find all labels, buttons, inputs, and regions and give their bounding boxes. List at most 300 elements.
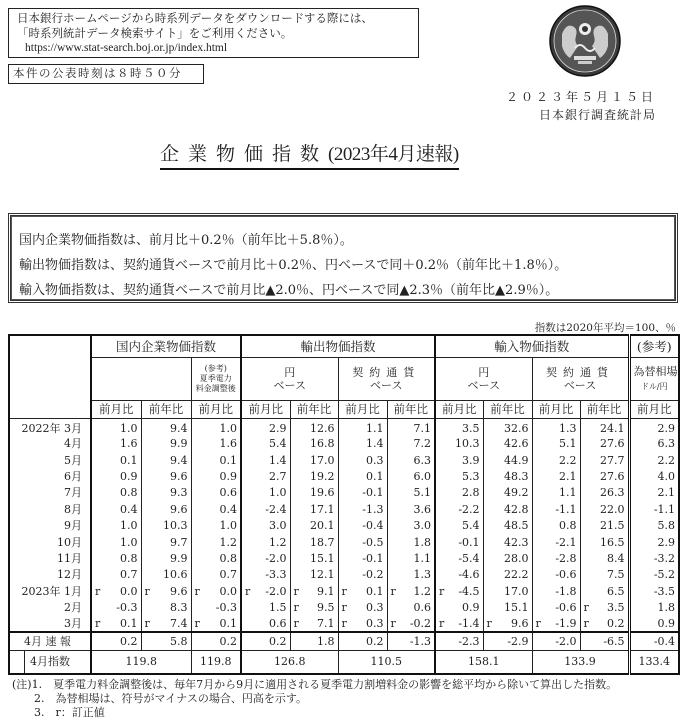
notice-line-2: 「時系列統計データ検索サイト」をご利用ください。 <box>17 26 293 40</box>
table-cell <box>141 616 191 632</box>
export-yen-base-label: ベース <box>273 378 306 392</box>
table-cell <box>580 485 629 501</box>
group-domestic: 国内企業物価指数 <box>91 335 241 357</box>
footnote-1: (注)1. 夏季電力料金調整後は、毎年7月から9月に適用される夏季電力割増料金の影響を総平均から除いて算出した指数。 <box>12 678 618 691</box>
table-row <box>9 583 679 599</box>
cell-value: 22.2 <box>504 568 529 582</box>
index-row-label: 4月指数 <box>9 650 91 674</box>
cell-value: 16.5 <box>600 535 625 549</box>
cell-value: -1.1 <box>555 502 577 516</box>
summer-adj-label-2: 夏季電力 <box>199 373 232 383</box>
table-cell <box>191 534 241 550</box>
cell-value: 1.2 <box>269 535 287 549</box>
table-cell <box>629 583 679 599</box>
row-label: 9月 <box>9 517 91 533</box>
cell-value: 9.6 <box>170 469 188 483</box>
table-cell <box>91 534 141 550</box>
cell-value: 1.1 <box>413 551 432 565</box>
column-header: 前年比 <box>387 400 435 418</box>
table-row <box>9 468 679 484</box>
table-cell <box>141 599 191 615</box>
table-cell <box>191 517 241 533</box>
table-cell <box>191 418 241 436</box>
flash-cell: 1.8 <box>290 632 338 650</box>
cell-value: 1.2 <box>413 584 432 598</box>
cell-value: 48.5 <box>504 519 529 533</box>
cell-value: -2.4 <box>265 502 287 516</box>
flash-cell: -2.0 <box>532 632 580 650</box>
export-contract-base-label: ベース <box>370 378 403 392</box>
cell-value: 1.0 <box>120 421 138 435</box>
table-cell <box>580 583 629 599</box>
cell-value: 0.9 <box>657 616 676 630</box>
table-cell <box>483 567 532 583</box>
revised-flag: r <box>583 601 589 615</box>
table-cell <box>532 485 580 501</box>
flash-cell: 0.2 <box>191 632 241 650</box>
index-import-contract: 133.9 <box>532 650 629 674</box>
cell-value: 0.1 <box>219 616 238 630</box>
revised-flag: r <box>390 616 396 630</box>
cell-value: 9.4 <box>170 453 188 467</box>
cell-value: 7.1 <box>413 421 432 435</box>
export-yen-label: 円 <box>284 365 296 379</box>
revised-flag: r <box>583 616 589 630</box>
cell-value: 16.8 <box>310 437 335 451</box>
cell-value: 5.1 <box>413 486 432 500</box>
table-cell <box>91 599 141 615</box>
cell-value: 1.6 <box>120 437 138 451</box>
cell-value: -1.1 <box>653 502 676 516</box>
table-cell <box>91 583 141 599</box>
table-cell <box>191 452 241 468</box>
cell-value: 5.4 <box>462 519 480 533</box>
table-cell <box>580 468 629 484</box>
cell-value: 6.3 <box>657 437 676 451</box>
footnotes <box>12 678 617 720</box>
row-label: 11月 <box>9 550 91 566</box>
table-cell <box>241 550 290 566</box>
table-cell <box>241 436 290 452</box>
cell-value: 22.0 <box>600 502 625 516</box>
table-cell <box>91 517 141 533</box>
cell-value: 2.1 <box>657 486 676 500</box>
cell-value: 9.4 <box>170 421 188 435</box>
row-label: 10月 <box>9 534 91 550</box>
cell-value: 1.1 <box>559 486 577 500</box>
row-label: 3月 <box>9 616 91 632</box>
page-title <box>160 142 459 170</box>
table-cell <box>435 550 483 566</box>
stat-search-link[interactable]: https://www.stat-search.boj.or.jp/index.html <box>25 42 228 54</box>
table-cell <box>532 468 580 484</box>
cell-value: 10.3 <box>163 519 188 533</box>
cell-value: 15.1 <box>310 551 335 565</box>
table-cell <box>191 583 241 599</box>
fx-label: 為替相場 <box>633 365 678 378</box>
subgroup-export-contract <box>338 357 435 400</box>
revised-flag: r <box>95 584 101 598</box>
column-header: 前月比 <box>629 400 679 418</box>
table-cell <box>290 567 338 583</box>
table-cell <box>91 436 141 452</box>
table-cell <box>141 436 191 452</box>
cell-value: 15.1 <box>504 601 529 615</box>
summary-box <box>8 213 678 303</box>
cell-value: 3.5 <box>607 601 625 615</box>
table-cell <box>290 452 338 468</box>
table-cell <box>191 616 241 632</box>
flash-estimate-row <box>9 632 679 650</box>
flash-cell: 5.8 <box>141 632 191 650</box>
group-reference: (参考) <box>629 335 679 357</box>
table-cell <box>580 534 629 550</box>
cell-value: 27.6 <box>600 469 625 483</box>
table-cell <box>338 534 387 550</box>
table-cell <box>290 501 338 517</box>
row-label: 7月 <box>9 485 91 501</box>
table-cell <box>629 418 679 436</box>
table-row <box>9 517 679 533</box>
cell-value: -3.5 <box>653 584 676 598</box>
table-cell <box>580 418 629 436</box>
cell-value: 8.3 <box>170 601 188 615</box>
cell-value: 1.3 <box>413 568 432 582</box>
table-cell <box>141 517 191 533</box>
cell-value: 0.1 <box>366 469 384 483</box>
cell-value: 0.9 <box>120 469 138 483</box>
table-cell <box>338 517 387 533</box>
flash-cell: 0.2 <box>91 632 141 650</box>
index-fx: 133.4 <box>629 650 679 674</box>
index-summer-adjusted: 119.8 <box>191 650 241 674</box>
table-cell <box>338 550 387 566</box>
cell-value: 10.6 <box>163 568 188 582</box>
table-cell <box>241 616 290 632</box>
column-header: 前月比 <box>241 400 290 418</box>
table-cell <box>532 517 580 533</box>
cell-value: 9.6 <box>170 584 188 598</box>
index-import-yen: 158.1 <box>435 650 532 674</box>
cell-value: -0.4 <box>362 519 384 533</box>
cell-value: 3.6 <box>413 502 432 516</box>
table-cell <box>435 616 483 632</box>
department-name: 日本銀行調査統計局 <box>538 108 656 122</box>
table-cell <box>532 583 580 599</box>
cell-value: 0.3 <box>366 453 384 467</box>
revised-flag: r <box>293 616 299 630</box>
table-cell <box>241 599 290 615</box>
index-domestic: 119.8 <box>91 650 191 674</box>
cell-value: -2.2 <box>458 502 480 516</box>
table-cell <box>435 517 483 533</box>
cell-value: 0.4 <box>219 502 238 516</box>
cell-value: -1.8 <box>555 584 577 598</box>
cell-value: 48.3 <box>504 469 529 483</box>
cell-value: 2.9 <box>269 421 287 435</box>
table-cell <box>387 550 435 566</box>
cell-value: 1.0 <box>269 486 287 500</box>
table-cell <box>290 599 338 615</box>
column-header: 前年比 <box>580 400 629 418</box>
cell-value: -0.2 <box>409 616 432 630</box>
cell-value: 9.1 <box>317 584 335 598</box>
flash-cell: -2.3 <box>435 632 483 650</box>
cell-value: 12.6 <box>310 421 335 435</box>
cell-value: 1.0 <box>219 421 238 435</box>
table-cell <box>435 418 483 436</box>
table-cell <box>387 436 435 452</box>
table-row <box>9 567 679 583</box>
cell-value: 1.8 <box>657 601 676 615</box>
table-cell <box>532 567 580 583</box>
table-cell <box>338 485 387 501</box>
cell-value: 20.1 <box>310 519 335 533</box>
table-cell <box>290 418 338 436</box>
table-cell <box>629 436 679 452</box>
revised-flag: r <box>144 616 150 630</box>
export-contract-label: 契約通貨 <box>352 365 421 379</box>
footnote-2: 2. 為替相場は、符号がマイナスの場合、円高を示す。 <box>34 692 307 705</box>
table-cell <box>387 616 435 632</box>
column-header: 前年比 <box>141 400 191 418</box>
revised-flag: r <box>144 584 150 598</box>
table-cell <box>387 468 435 484</box>
cell-value: 0.0 <box>219 584 238 598</box>
table-cell <box>338 501 387 517</box>
cell-value: 0.3 <box>366 601 384 615</box>
flash-cell: 0.2 <box>338 632 387 650</box>
cell-value: 7.1 <box>317 616 335 630</box>
cell-value: 32.6 <box>504 421 529 435</box>
table-cell <box>483 550 532 566</box>
flash-row-label: 4月 速 報 <box>9 632 91 650</box>
notice-line-1: 日本銀行ホームページから時系列データをダウンロードする際には、 <box>17 11 373 25</box>
cell-value: 0.8 <box>559 519 577 533</box>
table-cell <box>580 616 629 632</box>
cell-value: 1.0 <box>120 535 138 549</box>
cell-value: -5.4 <box>458 551 480 565</box>
cell-value: 7.5 <box>607 568 625 582</box>
cell-value: 21.5 <box>600 519 625 533</box>
cell-value: 0.1 <box>120 616 138 630</box>
column-header: 前年比 <box>483 400 532 418</box>
row-label: 2月 <box>9 599 91 615</box>
column-header: 前月比 <box>191 400 241 418</box>
import-yen-label: 円 <box>478 365 490 379</box>
cell-value: 4.0 <box>657 469 676 483</box>
cell-value: -0.6 <box>555 601 577 615</box>
table-row <box>9 436 679 452</box>
table-cell <box>241 501 290 517</box>
table-cell <box>435 567 483 583</box>
cell-value: 24.1 <box>600 421 625 435</box>
table-cell <box>629 517 679 533</box>
table-cell <box>141 550 191 566</box>
table-cell <box>338 436 387 452</box>
cell-value: 1.8 <box>413 535 432 549</box>
table-row <box>9 534 679 550</box>
table-cell <box>290 616 338 632</box>
boj-seal-logo <box>548 4 622 78</box>
cell-value: -0.6 <box>555 568 577 582</box>
cell-value: -1.9 <box>555 616 577 630</box>
cell-value: 10.3 <box>455 437 480 451</box>
table-row <box>9 485 679 501</box>
cell-value: 28.0 <box>504 551 529 565</box>
table-cell <box>241 452 290 468</box>
table-cell <box>290 468 338 484</box>
subgroup-domestic-blank <box>91 357 191 400</box>
revised-flag: r <box>194 584 200 598</box>
row-label: 2023年 1月 <box>9 583 91 599</box>
cell-value: 0.8 <box>120 551 138 565</box>
table-cell <box>241 583 290 599</box>
table-row <box>9 616 679 632</box>
group-export: 輸出物価指数 <box>241 335 435 357</box>
table-cell <box>435 436 483 452</box>
table-cell <box>290 485 338 501</box>
revised-flag: r <box>535 616 541 630</box>
cell-value: 7.2 <box>413 437 432 451</box>
table-cell <box>191 501 241 517</box>
cell-value: 1.0 <box>120 519 138 533</box>
cell-value: -3.2 <box>653 551 676 565</box>
table-cell <box>91 501 141 517</box>
cell-value: -4.6 <box>458 568 480 582</box>
cell-value: 1.5 <box>269 601 287 615</box>
revised-flag: r <box>486 616 492 630</box>
cell-value: 0.6 <box>413 601 432 615</box>
table-cell <box>241 485 290 501</box>
table-cell <box>91 485 141 501</box>
table-cell <box>580 517 629 533</box>
table-cell <box>580 567 629 583</box>
cell-value: 0.3 <box>366 616 384 630</box>
subgroup-summer-adjusted <box>191 357 241 400</box>
cell-value: 3.0 <box>269 519 287 533</box>
table-row <box>9 452 679 468</box>
cell-value: 42.3 <box>504 535 529 549</box>
table-cell <box>435 583 483 599</box>
flash-cell: -2.9 <box>483 632 532 650</box>
cell-value: 9.7 <box>170 535 188 549</box>
flash-cell: 0.2 <box>241 632 290 650</box>
revised-flag: r <box>439 584 445 598</box>
table-row <box>9 501 679 517</box>
table-cell <box>338 567 387 583</box>
table-cell <box>629 550 679 566</box>
table-cell <box>241 567 290 583</box>
table-cell <box>91 468 141 484</box>
cell-value: -0.3 <box>215 601 238 615</box>
column-header: 前月比 <box>91 400 141 418</box>
revised-flag: r <box>194 616 200 630</box>
cell-value: 0.7 <box>219 568 238 582</box>
table-cell <box>629 534 679 550</box>
header-row-subgroups <box>9 357 679 400</box>
table-cell <box>387 485 435 501</box>
cell-value: -0.1 <box>362 551 384 565</box>
table-cell <box>338 452 387 468</box>
row-label: 6月 <box>9 468 91 484</box>
cell-value: 9.9 <box>170 551 188 565</box>
index-export-contract: 110.5 <box>338 650 435 674</box>
table-cell <box>483 501 532 517</box>
table-cell <box>532 501 580 517</box>
cell-value: 6.0 <box>413 469 432 483</box>
group-import: 輸入物価指数 <box>435 335 629 357</box>
table-cell <box>532 436 580 452</box>
table-cell <box>191 436 241 452</box>
table-cell <box>629 501 679 517</box>
summary-export: 輸出物価指数は、契約通貨ベースで前月比＋0.2％、円ベースで同＋0.2％（前年比＋1.8％）。 <box>19 258 568 273</box>
cell-value: 2.9 <box>657 421 676 435</box>
cell-value: -2.1 <box>555 535 577 549</box>
table-cell <box>387 599 435 615</box>
title-main: 企業物価指数 <box>160 143 329 165</box>
table-cell <box>580 599 629 615</box>
subgroup-import-yen <box>435 357 532 400</box>
cell-value: 5.3 <box>462 469 480 483</box>
cell-value: 0.0 <box>120 584 138 598</box>
table-cell <box>435 452 483 468</box>
cell-value: 8.4 <box>607 551 625 565</box>
table-cell <box>629 485 679 501</box>
cell-value: -1.3 <box>362 502 384 516</box>
subgroup-export-yen <box>241 357 338 400</box>
import-yen-base-label: ベース <box>467 378 500 392</box>
cell-value: 3.9 <box>462 453 480 467</box>
table-cell <box>338 418 387 436</box>
row-label: 5月 <box>9 452 91 468</box>
cell-value: 2.2 <box>657 453 676 467</box>
cell-value: 26.3 <box>600 486 625 500</box>
cell-value: 0.1 <box>120 453 138 467</box>
table-cell <box>483 616 532 632</box>
table-cell <box>338 468 387 484</box>
table-cell <box>290 436 338 452</box>
download-notice-box <box>8 8 419 58</box>
cell-value: 2.2 <box>559 453 577 467</box>
cell-value: 5.4 <box>269 437 287 451</box>
price-index-table <box>8 334 680 675</box>
table-cell <box>629 567 679 583</box>
revised-flag: r <box>439 616 445 630</box>
table-cell <box>241 517 290 533</box>
unit-note: 指数は2020年平均＝100、％ <box>534 322 676 334</box>
column-header: 前月比 <box>435 400 483 418</box>
cell-value: 42.8 <box>504 502 529 516</box>
table-cell <box>290 534 338 550</box>
table-cell <box>483 436 532 452</box>
table-cell <box>435 485 483 501</box>
table-cell <box>241 418 290 436</box>
cell-value: -0.2 <box>362 568 384 582</box>
table-cell <box>141 485 191 501</box>
table-row <box>9 599 679 615</box>
table-cell <box>387 501 435 517</box>
subgroup-fx <box>629 357 679 400</box>
cell-value: -3.3 <box>265 568 287 582</box>
cell-value: -0.1 <box>458 535 480 549</box>
cell-value: 3.0 <box>413 519 432 533</box>
cell-value: -2.0 <box>265 551 287 565</box>
title-sub: (2023年4月速報) <box>328 144 459 165</box>
cell-value: 6.3 <box>413 453 432 467</box>
cell-value: 1.1 <box>366 421 384 435</box>
table-cell <box>580 550 629 566</box>
